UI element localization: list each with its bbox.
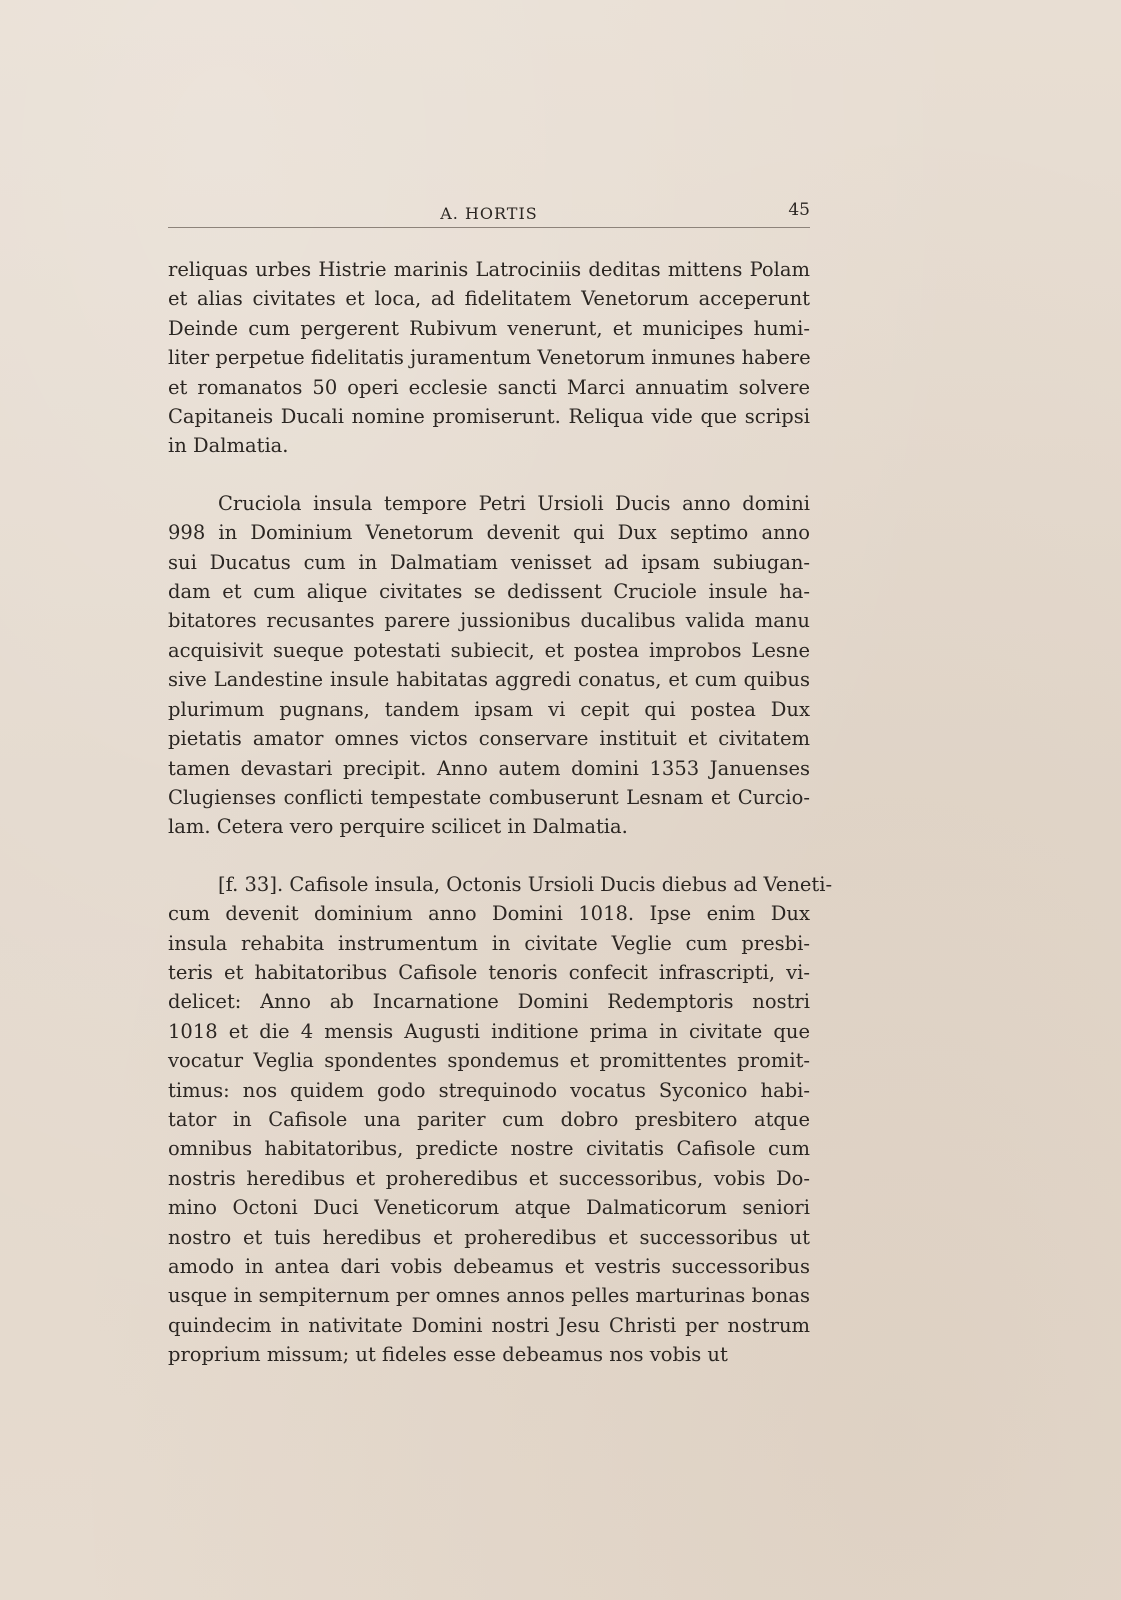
- text-line: nostro et tuis heredibus et proheredibus et successoribus ut: [168, 1225, 810, 1249]
- body-text: [168, 255, 833, 1370]
- text-line: bitatores recusantes parere jussionibus ducalibus valida manu: [168, 609, 810, 633]
- text-line: [f. 33]. Cafisole insula, Octonis Ursioli Ducis diebus ad Veneti-: [218, 872, 833, 896]
- text-line: pietatis amator omnes victos conservare instituit et civitatem: [168, 727, 810, 751]
- text-line: amodo in antea dari vobis debeamus et vestris successoribus: [168, 1255, 810, 1278]
- text-line: et alias civitates et loca, ad fidelitatem Venetorum acceperunt: [168, 287, 810, 311]
- text-line: Clugienses conflicti tempestate combuserunt Lesnam et Curcio-: [168, 785, 810, 809]
- text-line: tator in Cafisole una pariter cum dobro presbitero atque: [168, 1107, 810, 1131]
- text-line: Capitaneis Ducali nomine promiserunt. Reliqua vide que scripsi: [168, 405, 810, 429]
- paragraph-3: [168, 870, 833, 1370]
- paragraph-1: [168, 255, 810, 461]
- text-line: nostris heredibus et proheredibus et successoribus, vobis Do-: [168, 1166, 810, 1190]
- text-line: tamen devastari precipit. Anno autem domini 1353 Januenses: [168, 756, 810, 780]
- text-line: proprium missum; ut fideles esse debeamus nos vobis ut: [168, 1343, 728, 1367]
- text-line: mino Octoni Duci Veneticorum atque Dalmaticorum seniori: [168, 1196, 810, 1220]
- text-line: usque in sempiternum per omnes annos pelles marturinas bonas: [168, 1284, 810, 1308]
- text-line: cum devenit dominium anno Domini 1018. Ipse enim Dux: [168, 902, 810, 926]
- paragraph-2: [168, 489, 810, 842]
- text-line: 1018 et die 4 mensis Augusti inditione prima in civitate que: [168, 1019, 810, 1043]
- text-line: quindecim in nativitate Domini nostri Jesu Christi per nostrum: [168, 1313, 810, 1337]
- text-line: delicet: Anno ab Incarnatione Domini Redemptoris nostri: [168, 990, 810, 1014]
- text-line: omnibus habitatoribus, predicte nostre civitatis Cafisole cum: [168, 1137, 810, 1161]
- paragraph-gap: [168, 461, 810, 489]
- text-line: in Dalmatia.: [168, 434, 289, 458]
- header-author: A. HORTIS: [440, 204, 538, 223]
- header-rule: [168, 227, 810, 228]
- text-line: plurimum pugnans, tandem ipsam vi cepit qui postea Dux: [168, 697, 810, 721]
- text-line: insula rehabita instrumentum in civitate Veglie cum presbi-: [168, 931, 810, 955]
- paragraph-gap: [168, 842, 810, 870]
- text-line: et romanatos 50 operi ecclesie sancti Marci annuatim solvere: [168, 375, 810, 399]
- text-line: teris et habitatoribus Cafisole tenoris confecit infrascripti, vi-: [168, 960, 810, 984]
- text-line: reliquas urbes Histrie marinis Latrociniis deditas mittens Polam: [168, 258, 810, 281]
- running-header: [168, 196, 810, 232]
- page-number: 45: [788, 200, 810, 220]
- text-line: Cruciola insula tempore Petri Ursioli Ducis anno domini: [218, 491, 810, 515]
- text-line: acquisivit sueque potestati subiecit, et postea improbos Lesne: [168, 638, 810, 662]
- text-line: timus: nos quidem godo strequinodo vocatus Syconico habi-: [168, 1078, 810, 1102]
- text-line: lam. Cetera vero perquire scilicet in Dalmatia.: [168, 815, 628, 839]
- text-line: liter perpetue fidelitatis juramentum Venetorum inmunes habere: [168, 346, 811, 370]
- text-line: vocatur Veglia spondentes spondemus et promittentes promit-: [168, 1049, 810, 1073]
- text-line: sive Landestine insule habitatas aggredi conatus, et cum quibus: [168, 668, 810, 692]
- text-line: sui Ducatus cum in Dalmatiam venisset ad ipsam subiugan-: [168, 550, 810, 574]
- text-line: Deinde cum pergerent Rubivum venerunt, et municipes humi-: [168, 316, 810, 340]
- text-line: 998 in Dominium Venetorum devenit qui Dux septimo anno: [168, 521, 810, 545]
- text-line: dam et cum alique civitates se dedissent Cruciole insule ha-: [168, 580, 810, 604]
